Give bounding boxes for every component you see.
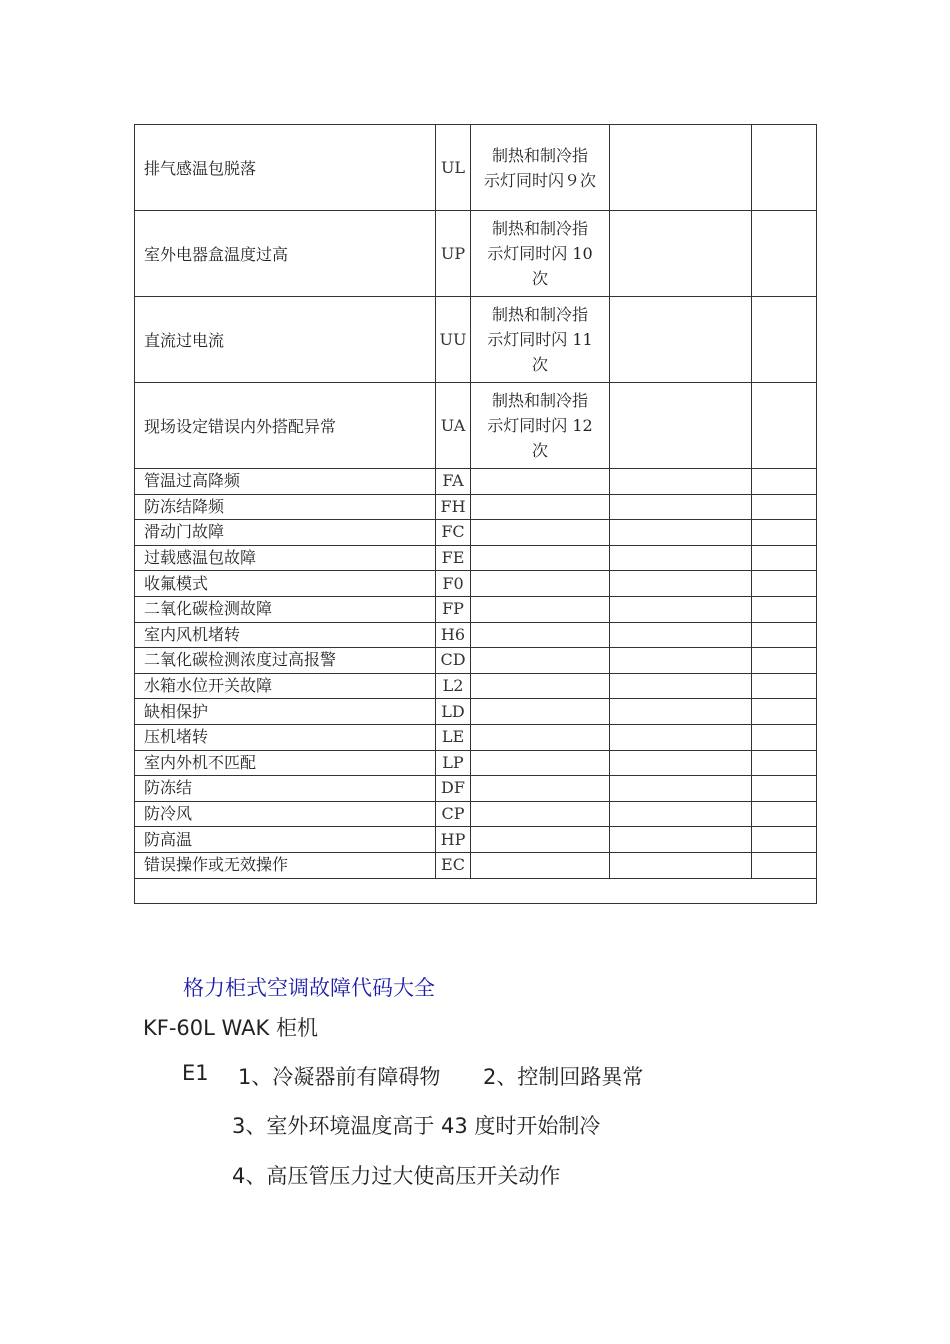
fault-description: 收氟模式	[135, 571, 436, 597]
empty-cell	[610, 125, 752, 211]
fault-description: 室内风机堵转	[135, 622, 436, 648]
empty-cell	[752, 596, 817, 622]
indicator-description	[471, 125, 610, 211]
empty-cell	[752, 750, 817, 776]
indicator-description	[471, 750, 610, 776]
empty-cell	[752, 571, 817, 597]
fault-code: LD	[436, 699, 471, 725]
indicator-line: 示灯同时闪 11	[487, 330, 593, 349]
empty-cell	[610, 750, 752, 776]
empty-cell	[752, 125, 817, 211]
empty-cell	[610, 827, 752, 853]
table-row	[135, 469, 817, 495]
fault-code: FA	[436, 469, 471, 495]
empty-cell	[610, 545, 752, 571]
empty-cell	[610, 776, 752, 802]
empty-cell	[610, 724, 752, 750]
indicator-description	[471, 827, 610, 853]
empty-cell	[752, 545, 817, 571]
table-row	[135, 827, 817, 853]
fault-description: 防冷风	[135, 801, 436, 827]
fault-description: 二氧化碳检测故障	[135, 596, 436, 622]
fault-description: 缺相保护	[135, 699, 436, 725]
table-row	[135, 852, 817, 878]
indicator-line: 示灯同时闪９次	[483, 170, 596, 190]
e1-cause-3: 3、室外环境温度高于 43 度时开始制冷	[232, 1114, 601, 1138]
indicator-line: 制热和制冷指	[491, 145, 588, 165]
fault-description: 直流过电流	[135, 297, 436, 383]
empty-cell	[752, 648, 817, 674]
e1-cause-2: 2、控制回路異常	[483, 1065, 644, 1089]
indicator-line: 次	[531, 355, 548, 374]
fault-code: FP	[436, 596, 471, 622]
empty-cell	[752, 827, 817, 853]
empty-cell	[752, 776, 817, 802]
indicator-description	[471, 520, 610, 546]
empty-cell	[610, 699, 752, 725]
table-row	[135, 571, 817, 597]
section-heading: 格力柜式空调故障代码大全	[183, 976, 435, 1000]
table-row	[135, 699, 817, 725]
indicator-description	[471, 724, 610, 750]
table-row	[135, 494, 817, 520]
empty-cell	[610, 852, 752, 878]
fault-description: 现场设定错误内外搭配异常	[135, 383, 436, 469]
indicator-line: 示灯同时闪 10	[487, 244, 593, 263]
model-name: KF-60L WAK 柜机	[143, 1016, 318, 1040]
fault-code: EC	[436, 852, 471, 878]
empty-cell	[135, 878, 817, 903]
fault-code: UP	[436, 211, 471, 297]
indicator-description	[471, 494, 610, 520]
fault-description: 过载感温包故障	[135, 545, 436, 571]
table-row	[135, 383, 817, 469]
fault-code: LE	[436, 724, 471, 750]
empty-cell	[610, 571, 752, 597]
fault-code-table	[134, 124, 817, 904]
indicator-line: 制热和制冷指	[491, 391, 588, 410]
fault-code: FE	[436, 545, 471, 571]
table-row	[135, 750, 817, 776]
empty-cell	[752, 494, 817, 520]
fault-code: L2	[436, 673, 471, 699]
empty-cell	[752, 211, 817, 297]
indicator-description	[471, 571, 610, 597]
table-row	[135, 673, 817, 699]
empty-cell	[752, 699, 817, 725]
table-row	[135, 776, 817, 802]
indicator-description	[471, 699, 610, 725]
indicator-line: 次	[531, 441, 548, 460]
fault-description: 防高温	[135, 827, 436, 853]
indicator-description	[471, 776, 610, 802]
empty-cell	[610, 297, 752, 383]
empty-cell	[610, 622, 752, 648]
fault-code: CD	[436, 648, 471, 674]
empty-cell	[610, 673, 752, 699]
fault-code: HP	[436, 827, 471, 853]
fault-description: 管温过高降频	[135, 469, 436, 495]
empty-cell	[752, 520, 817, 546]
fault-description: 防冻结降频	[135, 494, 436, 520]
indicator-description	[471, 545, 610, 571]
fault-code: UL	[436, 125, 471, 211]
fault-code: FH	[436, 494, 471, 520]
indicator-line: 制热和制冷指	[491, 219, 588, 238]
fault-code: FC	[436, 520, 471, 546]
fault-code: F0	[436, 571, 471, 597]
empty-cell	[752, 469, 817, 495]
fault-description: 排气感温包脱落	[135, 125, 436, 211]
error-code-e1: E1	[182, 1061, 209, 1085]
empty-cell	[610, 648, 752, 674]
empty-cell	[752, 297, 817, 383]
table-row	[135, 622, 817, 648]
fault-description: 错误操作或无效操作	[135, 852, 436, 878]
empty-cell	[752, 801, 817, 827]
indicator-description	[471, 211, 610, 297]
fault-code: DF	[436, 776, 471, 802]
indicator-description	[471, 852, 610, 878]
fault-description: 滑动门故障	[135, 520, 436, 546]
table-body	[135, 125, 817, 904]
fault-description: 水箱水位开关故障	[135, 673, 436, 699]
fault-code: CP	[436, 801, 471, 827]
fault-code: LP	[436, 750, 471, 776]
fault-description: 压机堵转	[135, 724, 436, 750]
table-row	[135, 596, 817, 622]
empty-cell	[752, 673, 817, 699]
empty-cell	[610, 383, 752, 469]
indicator-description	[471, 801, 610, 827]
indicator-description	[471, 596, 610, 622]
table-row	[135, 724, 817, 750]
table-row	[135, 211, 817, 297]
indicator-description	[471, 673, 610, 699]
table-row	[135, 297, 817, 383]
empty-cell	[610, 211, 752, 297]
indicator-description	[471, 383, 610, 469]
empty-cell	[610, 520, 752, 546]
empty-cell	[752, 383, 817, 469]
empty-cell	[610, 494, 752, 520]
fault-description: 二氧化碳检测浓度过高报警	[135, 648, 436, 674]
empty-cell	[752, 852, 817, 878]
fault-code: UA	[436, 383, 471, 469]
table-row	[135, 520, 817, 546]
empty-cell	[752, 724, 817, 750]
indicator-line: 示灯同时闪 12	[487, 416, 593, 435]
indicator-line: 次	[531, 269, 548, 288]
fault-description: 室外电器盒温度过高	[135, 211, 436, 297]
indicator-description	[471, 297, 610, 383]
table-row	[135, 545, 817, 571]
empty-cell	[752, 622, 817, 648]
empty-cell	[610, 596, 752, 622]
fault-code: H6	[436, 622, 471, 648]
fault-description: 室内外机不匹配	[135, 750, 436, 776]
table-row	[135, 648, 817, 674]
table-row	[135, 801, 817, 827]
fault-description: 防冻结	[135, 776, 436, 802]
table-row	[135, 125, 817, 211]
table-row-empty	[135, 878, 817, 903]
empty-cell	[610, 469, 752, 495]
fault-code: UU	[436, 297, 471, 383]
e1-cause-1: 1、冷凝器前有障碍物	[238, 1065, 441, 1089]
e1-cause-4: 4、高压管压力过大使高压开关动作	[232, 1164, 561, 1188]
indicator-line: 制热和制冷指	[491, 305, 588, 324]
indicator-description	[471, 469, 610, 495]
indicator-description	[471, 648, 610, 674]
empty-cell	[610, 801, 752, 827]
indicator-description	[471, 622, 610, 648]
